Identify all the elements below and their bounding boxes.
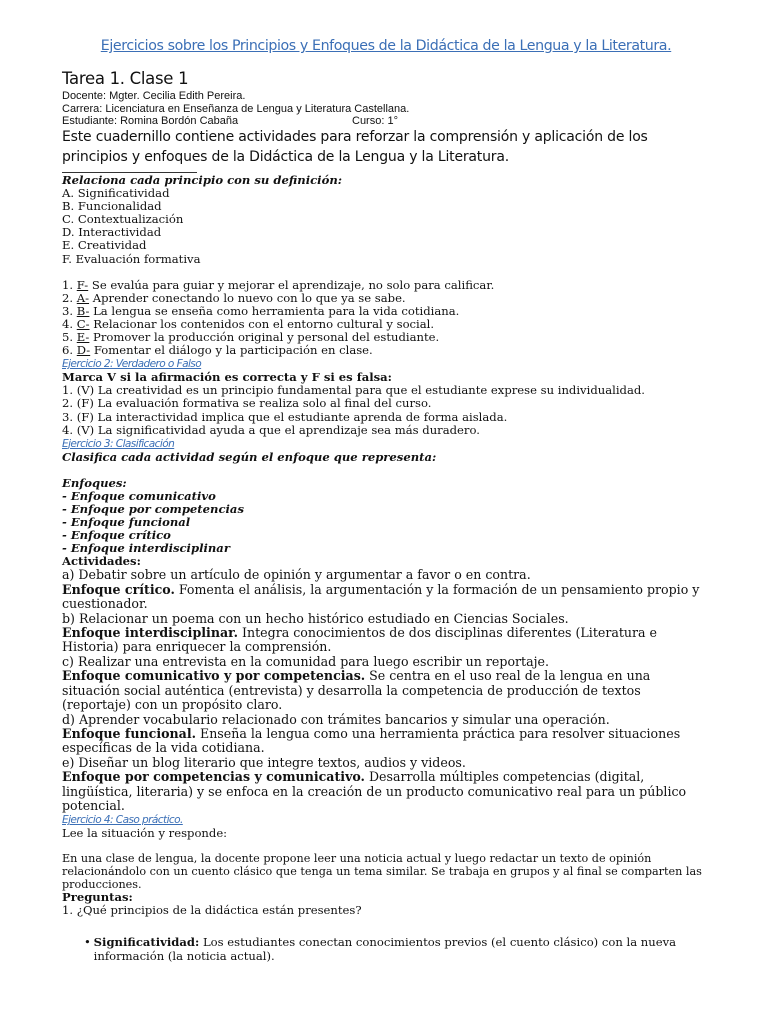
answer-approach: Enfoque funcional. xyxy=(62,725,196,741)
definition-number: 3. xyxy=(62,303,74,318)
principle-item: D. Interactividad xyxy=(62,225,162,240)
ex4-instruction: Lee la situación y responde: xyxy=(62,826,228,841)
answer-explanation: Se centra en el uso real de la lengua en una situación social auténtica (entrevista) y desarrolla la competencia de producción de textos (reportaje) con un propósito claro. xyxy=(62,668,651,713)
teacher-line: Docente: Mgter. Cecilia Edith Pereira. xyxy=(62,90,246,102)
ex3-instruction: Clasifica cada actividad según el enfoque que representa: xyxy=(62,449,437,464)
definition-number: 6. xyxy=(62,343,74,358)
true-false-item: 4. (V) La significatividad ayuda a que el aprendizaje sea más duradero. xyxy=(62,422,480,437)
principle-item: A. Significatividad xyxy=(62,186,170,201)
answer-explanation: Desarrolla múltiples competencias (digital, lingüística, literaria) y se enfoca en la creación de un producto comunicativo real para un público potencial. xyxy=(62,769,687,813)
activity-answer xyxy=(62,770,712,813)
case-situation: En una clase de lengua, la docente propone leer una noticia actual y luego redactar un texto de opinión relacionándolo con un cuento clásico que tenga un tema similar. Se trabaja en grupos y al final se comparten las producciones. xyxy=(62,852,702,891)
answer-explanation: Fomenta el análisis, la argumentación y la formación de un pensamiento propio y cuestionador. xyxy=(62,581,700,612)
student-name: Estudiante: Romina Bordón Cabaña xyxy=(62,115,239,128)
student-line xyxy=(62,115,409,128)
questions-label: Preguntas: xyxy=(62,890,133,905)
document-title: Ejercicios sobre los Principios y Enfoques de la Didáctica de la Lengua y la Literatura. xyxy=(100,38,672,54)
definition-number: 2. xyxy=(62,290,74,305)
definition-answer: A- xyxy=(76,290,90,305)
activity-answer xyxy=(62,626,712,655)
principle-item: E. Creatividad xyxy=(62,238,147,253)
definition-answer: C- xyxy=(76,316,90,331)
activity-item: a) Debatir sobre un artículo de opinión y argumentar a favor o en contra. xyxy=(62,567,531,583)
answer-approach: Enfoque crítico. xyxy=(62,581,175,597)
approach-item: - Enfoque crítico xyxy=(62,528,171,543)
approach-item: - Enfoque comunicativo xyxy=(62,488,216,503)
course-label: Curso: 1° xyxy=(352,115,398,128)
true-false-item: 1. (V) La creatividad es un principio fundamental para que el estudiante exprese su individualidad. xyxy=(62,383,645,398)
activities-list xyxy=(62,568,712,813)
true-false-item: 3. (F) La interactividad implica que el estudiante aprenda de forma aislada. xyxy=(62,409,508,424)
definition-answer: B- xyxy=(76,303,90,318)
definition-answer: F- xyxy=(76,277,89,292)
task-heading: Tarea 1. Clase 1 xyxy=(62,69,189,88)
activity-answer xyxy=(62,669,712,712)
definition-text: Relacionar los contenidos con el entorno cultural y social. xyxy=(89,316,435,331)
principle-item: F. Evaluación formativa xyxy=(62,251,201,266)
definition-text: Fomentar el diálogo y la participación en clase. xyxy=(90,343,373,358)
answer-bullet xyxy=(62,936,712,962)
approach-item: - Enfoque por competencias xyxy=(62,501,244,516)
ex3-heading: Ejercicio 3: Clasificación xyxy=(62,437,175,450)
definition-number: 4. xyxy=(62,316,74,331)
activity-item: b) Relacionar un poema con un hecho histórico estudiado en Ciencias Sociales. xyxy=(62,610,569,626)
definition-text: La lengua se enseña como herramienta para la vida cotidiana. xyxy=(89,303,460,318)
career-line: Carrera: Licenciatura en Enseñanza de Lengua y Literatura Castellana. xyxy=(62,102,410,115)
intro-paragraph: Este cuadernillo contiene actividades para reforzar la comprensión y aplicación de los principios y enfoques de la Didáctica de la Lengua y la Literatura. xyxy=(62,129,648,165)
answer-approach: Enfoque por competencias y comunicativo. xyxy=(62,769,365,785)
principle-item: C. Contextualización xyxy=(62,212,184,227)
activity-answer xyxy=(62,583,712,612)
activity-answer xyxy=(62,727,712,756)
document-meta xyxy=(62,90,409,128)
true-false-item: 2. (F) La evaluación formativa se realiza solo al final del curso. xyxy=(62,396,432,411)
definition-item xyxy=(62,344,712,357)
activity-item: e) Diseñar un blog literario que integre textos, audios y videos. xyxy=(62,754,466,770)
answer-explanation: Enseña la lengua como una herramienta práctica para resolver situaciones específicas de la vida cotidiana. xyxy=(62,725,681,756)
definition-text: Aprender conectando lo nuevo con lo que ya se sabe. xyxy=(89,290,406,305)
question-item: 1. ¿Qué principios de la didáctica están presentes? xyxy=(62,903,362,918)
exercises-body xyxy=(62,172,712,963)
answer-approach: Enfoque interdisciplinar. xyxy=(62,625,239,641)
ex1-instruction: Relaciona cada principio con su definición: xyxy=(62,173,343,187)
definition-answer: E- xyxy=(76,330,90,345)
activity-item: d) Aprender vocabulario relacionado con trámites bancarios y simular una operación. xyxy=(62,711,610,727)
ex2-heading: Ejercicio 2: Verdadero o Falso xyxy=(62,358,202,371)
activity-item: c) Realizar una entrevista en la comunidad para luego escribir un reportaje. xyxy=(62,653,549,669)
definition-text: Promover la producción original y personal del estudiante. xyxy=(89,330,440,345)
ex4-heading: Ejercicio 4: Caso práctico. xyxy=(62,814,183,827)
answer-explanation: Integra conocimientos de dos disciplinas diferentes (Literatura e Historia) para enriquecer la comprensión. xyxy=(62,625,658,655)
bullet-term: Significatividad: xyxy=(93,935,200,950)
definition-answer: D- xyxy=(76,343,91,358)
answer-approach: Enfoque comunicativo y por competencias. xyxy=(62,668,366,684)
principle-item: B. Funcionalidad xyxy=(62,199,162,214)
definition-text: Se evalúa para guiar y mejorar el aprendizaje, no solo para calificar. xyxy=(88,277,495,292)
definitions-list xyxy=(62,279,712,358)
principles-list xyxy=(62,187,712,266)
definition-number: 1. xyxy=(62,277,74,292)
activities-label: Actividades: xyxy=(62,554,141,569)
bullet-content xyxy=(94,936,712,962)
ex2-instruction: Marca V si la afirmación es correcta y F si es falsa: xyxy=(62,370,392,385)
bullet-icon: • xyxy=(84,935,91,950)
approach-item: - Enfoque interdisciplinar xyxy=(62,541,230,556)
approaches-label: Enfoques: xyxy=(62,475,127,490)
approach-item: - Enfoque funcional xyxy=(62,515,191,530)
bullet-text: Los estudiantes conectan conocimientos previos (el cuento clásico) con la nueva información (la noticia actual). xyxy=(93,935,677,963)
definition-number: 5. xyxy=(62,330,74,345)
